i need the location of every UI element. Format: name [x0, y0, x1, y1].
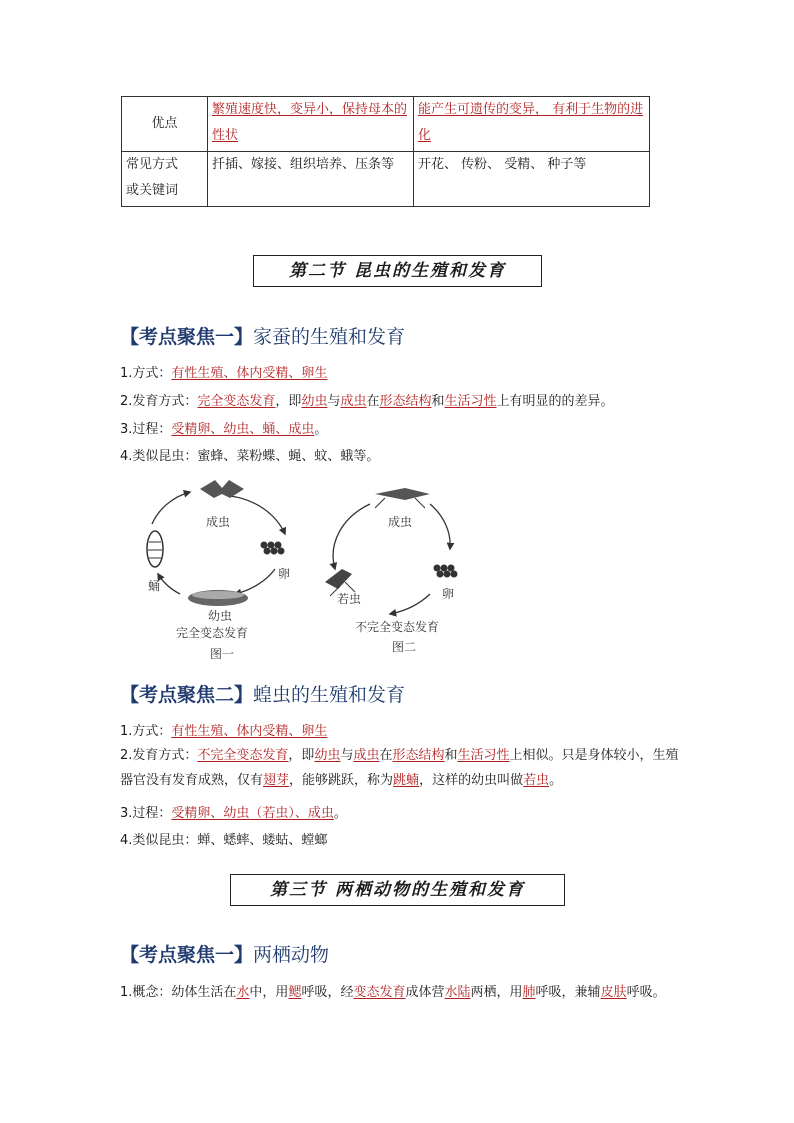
focus-heading-amphibians	[120, 940, 329, 967]
section-title-insects: 第二节 昆虫的生殖和发育	[253, 255, 542, 287]
plain-text: 在	[366, 394, 380, 409]
plain-text: ，能够跳跃，称为	[289, 773, 394, 788]
row-label-advantage: 优点	[122, 97, 208, 152]
moth-icon	[200, 480, 244, 498]
plain-text: 呼吸，兼辅	[535, 985, 601, 1000]
plain-text: 与	[327, 394, 341, 409]
answer-text: 完全变态发育	[197, 394, 276, 409]
section-title-amphibians: 第三节 两栖动物的生殖和发育	[230, 874, 565, 906]
plain-text: ，即	[275, 394, 302, 409]
egg-cluster-icon	[434, 565, 458, 578]
plain-text: 两栖，用	[470, 985, 523, 1000]
answer-text: 鳃	[288, 985, 302, 1000]
line-prefix: 3.过程：	[120, 806, 172, 821]
focus-title: 两栖动物	[253, 944, 330, 966]
focus-bracket: 【考点聚焦一】	[120, 326, 254, 348]
comparison-table	[121, 96, 650, 207]
silkworm-mode-line	[120, 362, 327, 381]
answer-text: 水陆	[444, 985, 471, 1000]
plain-text: 在	[379, 748, 393, 763]
answer-text: 幼虫	[301, 394, 328, 409]
sexual-methods: 开花、 传粉、 受精、 种子等	[414, 152, 650, 207]
plain-text: 和	[444, 748, 458, 763]
focus-bracket: 【考点聚焦一】	[120, 944, 254, 966]
table-row	[122, 152, 650, 207]
plain-text: 1.概念：幼体生活在	[120, 985, 237, 1000]
fig1-larva-label: 幼虫	[208, 609, 233, 623]
answer-text: 皮肤	[600, 985, 627, 1000]
fig2-caption: 图二	[392, 640, 417, 654]
answer-text: 有性生殖、体内受精、卵生	[171, 366, 328, 381]
focus-bracket: 【考点聚焦二】	[120, 684, 254, 706]
plain-text: 上有明显的的差异。	[496, 394, 614, 409]
line-prefix: 1.方式：	[120, 724, 172, 739]
answer-text: 成虫	[340, 394, 367, 409]
answer-text: 形态结构	[392, 748, 445, 763]
plain-text: 成体营	[405, 985, 445, 1000]
complete-metamorphosis-cycle	[147, 480, 285, 606]
row-label-line: 或关键词	[126, 183, 179, 198]
silkworm-process-line	[120, 418, 327, 437]
focus-heading-silkworm	[120, 322, 405, 349]
answer-text: 若虫	[523, 773, 550, 788]
locust-development-paragraph	[120, 743, 680, 793]
line-prefix: 1.方式：	[120, 366, 172, 381]
line-prefix: 3.过程：	[120, 422, 172, 437]
fig2-adult-label: 成虫	[388, 515, 413, 529]
asexual-methods: 扦插、嫁接、组织培养、压条等	[208, 152, 414, 207]
pupa-icon	[147, 531, 163, 567]
sexual-advantage: 能产生可遗传的变异， 有利于生物的进化	[418, 102, 644, 143]
amphibian-concept-paragraph	[120, 979, 680, 1007]
focus-heading-locust	[120, 680, 405, 707]
fig2-egg-label: 卵	[442, 587, 455, 601]
locust-process-line	[120, 802, 347, 821]
fig1-pupa-label: 蛹	[148, 579, 161, 593]
fig1-egg-label: 卵	[278, 567, 291, 581]
answer-text: 成虫	[353, 748, 380, 763]
fig2-type-label: 不完全变态发育	[355, 620, 440, 634]
line-prefix: 2.发育方式：	[120, 748, 198, 763]
plain-text: 与	[340, 748, 354, 763]
answer-text: 水	[236, 985, 250, 1000]
focus-title: 蝗虫的生殖和发育	[253, 684, 406, 706]
locust-similar-line: 4.类似昆虫：蝉、蟋蟀、蝼蛄、螳螂	[120, 833, 328, 848]
plain-text: 和	[431, 394, 445, 409]
answer-text: 生活习性	[444, 394, 497, 409]
row-label-methods	[122, 152, 208, 207]
answer-text: 变态发育	[353, 985, 406, 1000]
fig1-type-label: 完全变态发育	[176, 626, 249, 640]
fig1-adult-label: 成虫	[206, 515, 231, 529]
silkworm-development-line	[120, 390, 614, 409]
plain-text: 中，用	[249, 985, 289, 1000]
plain-text: ，这样的幼虫叫做	[419, 773, 524, 788]
answer-text: 不完全变态发育	[197, 748, 289, 763]
answer-text: 生活习性	[457, 748, 510, 763]
plain-text: 。	[333, 806, 347, 821]
fig2-nymph-label: 若虫	[337, 592, 362, 606]
plain-text: 上相似。只是身体较小，生殖器官没有发育成熟，仅有	[120, 748, 679, 788]
fig1-caption: 图一	[210, 647, 235, 661]
answer-text: 有性生殖、体内受精、卵生	[171, 724, 328, 739]
grasshopper-adult-icon	[375, 488, 430, 508]
answer-text: 受精卵、幼虫（若虫）、成虫	[171, 806, 334, 821]
row-label-line: 常见方式	[126, 157, 179, 172]
answer-text: 形态结构	[379, 394, 432, 409]
plain-text: 。	[314, 422, 328, 437]
silkworm-similar-line: 4.类似昆虫：蜜蜂、菜粉蝶、蝇、蚊、蛾等。	[120, 449, 380, 464]
focus-title: 家蚕的生殖和发育	[253, 326, 406, 348]
answer-text: 受精卵、幼虫、蛹、成虫	[171, 422, 315, 437]
answer-text: 翅芽	[263, 773, 290, 788]
table-row	[122, 97, 650, 152]
egg-cluster-icon	[261, 542, 285, 555]
silkworm-larva-icon	[188, 590, 248, 606]
line-prefix: 2.发育方式：	[120, 394, 198, 409]
answer-text: 幼虫	[314, 748, 341, 763]
asexual-advantage: 繁殖速度快，变异小，保持母本的性状	[212, 102, 408, 143]
answer-text: 跳蝻	[393, 773, 420, 788]
plain-text: ，即	[288, 748, 315, 763]
plain-text: 。	[549, 773, 563, 788]
locust-mode-line	[120, 720, 327, 739]
answer-text: 肺	[522, 985, 536, 1000]
plain-text: 呼吸。	[626, 985, 666, 1000]
plain-text: 呼吸，经	[301, 985, 354, 1000]
